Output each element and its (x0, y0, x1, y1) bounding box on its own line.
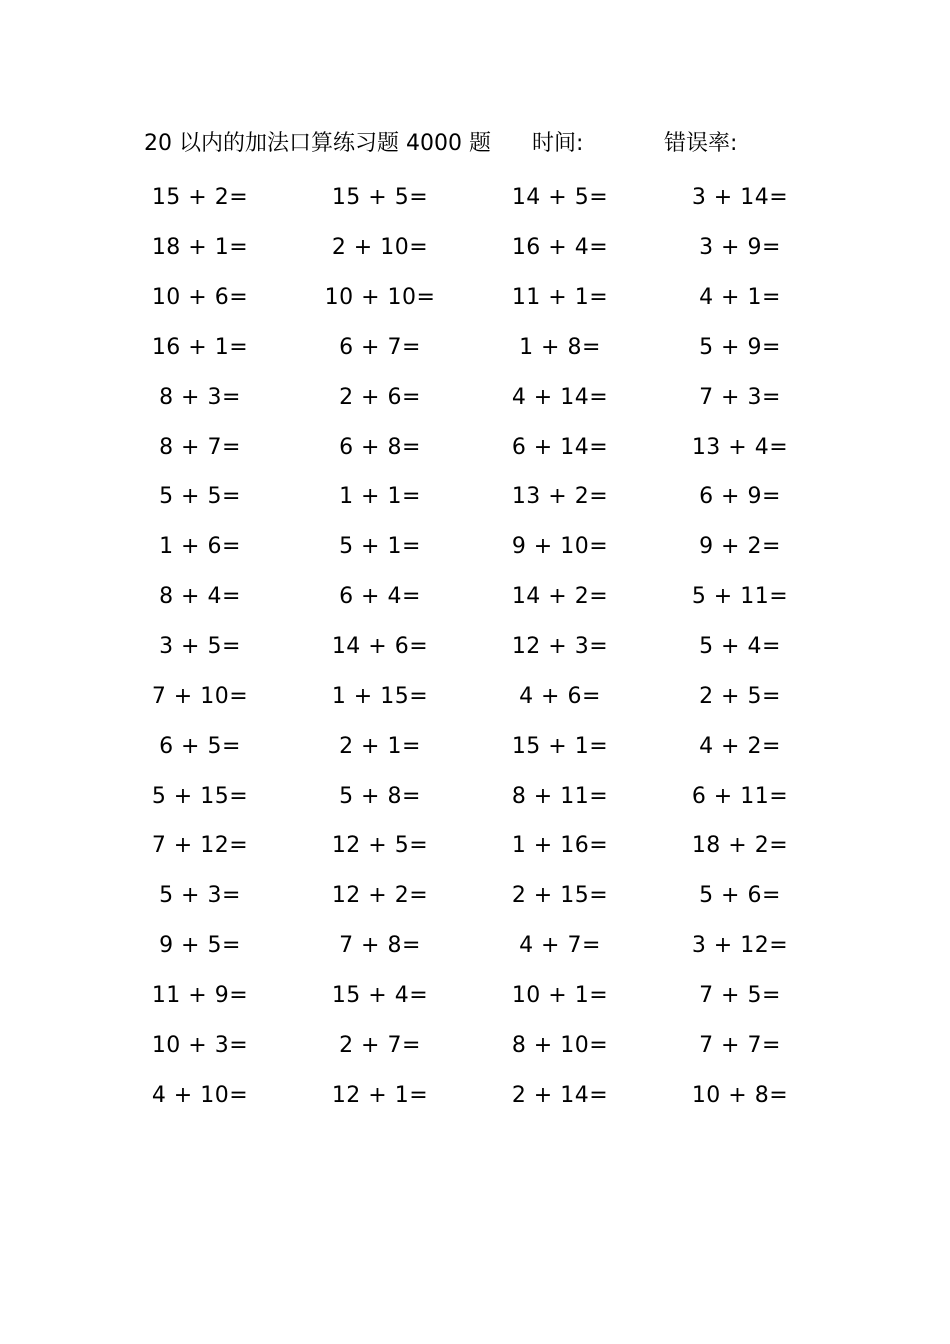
problem-item: 18 + 1= (151, 235, 249, 261)
problem-item: 18 + 2= (691, 833, 789, 859)
problem-item: 15 + 5= (331, 185, 429, 211)
problem-item: 14 + 2= (511, 584, 609, 610)
problem-item: 8 + 3= (159, 384, 241, 410)
problem-item: 5 + 3= (159, 883, 241, 909)
problem-item: 11 + 1= (511, 285, 609, 311)
problem-item: 12 + 3= (511, 634, 609, 660)
problem-item: 9 + 5= (159, 933, 241, 959)
problem-item: 16 + 1= (151, 334, 249, 360)
problem-item: 5 + 5= (159, 484, 241, 510)
problem-row (110, 572, 830, 622)
problem-row (110, 871, 830, 921)
problem-item: 2 + 14= (511, 1082, 609, 1108)
problem-item: 2 + 6= (339, 384, 421, 410)
problem-item: 15 + 4= (331, 982, 429, 1008)
problem-item: 5 + 8= (339, 783, 421, 809)
problem-item: 2 + 10= (331, 235, 429, 261)
problem-row (110, 372, 830, 422)
problem-item: 7 + 5= (699, 982, 781, 1008)
problem-row (110, 1070, 830, 1120)
problem-item: 1 + 1= (339, 484, 421, 510)
problem-item: 10 + 3= (151, 1032, 249, 1058)
problem-item: 12 + 5= (331, 833, 429, 859)
problem-item: 3 + 5= (159, 634, 241, 660)
error-rate-label: 错误率: (664, 131, 738, 156)
problem-item: 6 + 11= (691, 783, 789, 809)
problem-item: 14 + 5= (511, 185, 609, 211)
problem-item: 15 + 1= (511, 733, 609, 759)
problem-item: 4 + 14= (511, 384, 609, 410)
problem-item: 5 + 6= (699, 883, 781, 909)
problem-item: 4 + 10= (151, 1082, 249, 1108)
problem-item: 1 + 15= (331, 683, 429, 709)
problem-item: 7 + 3= (699, 384, 781, 410)
problem-row (110, 971, 830, 1021)
problem-item: 3 + 14= (691, 185, 789, 211)
problem-item: 6 + 7= (339, 334, 421, 360)
problem-item: 7 + 8= (339, 933, 421, 959)
problem-item: 2 + 1= (339, 733, 421, 759)
problem-grid (110, 173, 830, 1120)
problem-item: 10 + 6= (151, 285, 249, 311)
problem-item: 7 + 12= (151, 833, 249, 859)
problem-item: 4 + 7= (519, 933, 601, 959)
problem-item: 2 + 15= (511, 883, 609, 909)
problem-item: 3 + 9= (699, 235, 781, 261)
problem-row (110, 821, 830, 871)
problem-item: 9 + 10= (511, 534, 609, 560)
problem-item: 10 + 10= (324, 285, 436, 311)
problem-row (110, 323, 830, 373)
problem-row (110, 721, 830, 771)
problem-item: 3 + 12= (691, 933, 789, 959)
problem-row (110, 522, 830, 572)
problem-item: 11 + 9= (151, 982, 249, 1008)
problem-item: 12 + 1= (331, 1082, 429, 1108)
problem-item: 6 + 8= (339, 434, 421, 460)
problem-row (110, 671, 830, 721)
problem-item: 1 + 6= (159, 534, 241, 560)
problem-row (110, 1020, 830, 1070)
worksheet-header (0, 126, 950, 160)
problem-item: 9 + 2= (699, 534, 781, 560)
problem-item: 1 + 8= (519, 334, 601, 360)
problem-row (110, 771, 830, 821)
problem-item: 4 + 6= (519, 683, 601, 709)
problem-item: 2 + 7= (339, 1032, 421, 1058)
problem-item: 5 + 15= (151, 783, 249, 809)
problem-item: 13 + 2= (511, 484, 609, 510)
problem-item: 5 + 1= (339, 534, 421, 560)
problem-item: 7 + 7= (699, 1032, 781, 1058)
problem-item: 8 + 4= (159, 584, 241, 610)
problem-item: 5 + 11= (691, 584, 789, 610)
problem-row (110, 472, 830, 522)
problem-item: 6 + 4= (339, 584, 421, 610)
problem-item: 4 + 2= (699, 733, 781, 759)
time-label: 时间: (532, 131, 584, 156)
problem-item: 16 + 4= (511, 235, 609, 261)
problem-row (110, 422, 830, 472)
problem-item: 8 + 11= (511, 783, 609, 809)
worksheet-title: 20 以内的加法口算练习题 4000 题 (144, 131, 491, 156)
problem-item: 5 + 4= (699, 634, 781, 660)
problem-item: 10 + 8= (691, 1082, 789, 1108)
problem-row (110, 921, 830, 971)
problem-item: 13 + 4= (691, 434, 789, 460)
problem-item: 8 + 10= (511, 1032, 609, 1058)
problem-item: 6 + 14= (511, 434, 609, 460)
problem-item: 2 + 5= (699, 683, 781, 709)
problem-item: 6 + 5= (159, 733, 241, 759)
problem-item: 8 + 7= (159, 434, 241, 460)
problem-item: 14 + 6= (331, 634, 429, 660)
problem-item: 6 + 9= (699, 484, 781, 510)
problem-row (110, 622, 830, 672)
problem-item: 1 + 16= (511, 833, 609, 859)
problem-item: 10 + 1= (511, 982, 609, 1008)
problem-row (110, 173, 830, 223)
problem-row (110, 273, 830, 323)
problem-item: 4 + 1= (699, 285, 781, 311)
problem-item: 5 + 9= (699, 334, 781, 360)
problem-row (110, 223, 830, 273)
problem-item: 15 + 2= (151, 185, 249, 211)
problem-item: 12 + 2= (331, 883, 429, 909)
problem-item: 7 + 10= (151, 683, 249, 709)
